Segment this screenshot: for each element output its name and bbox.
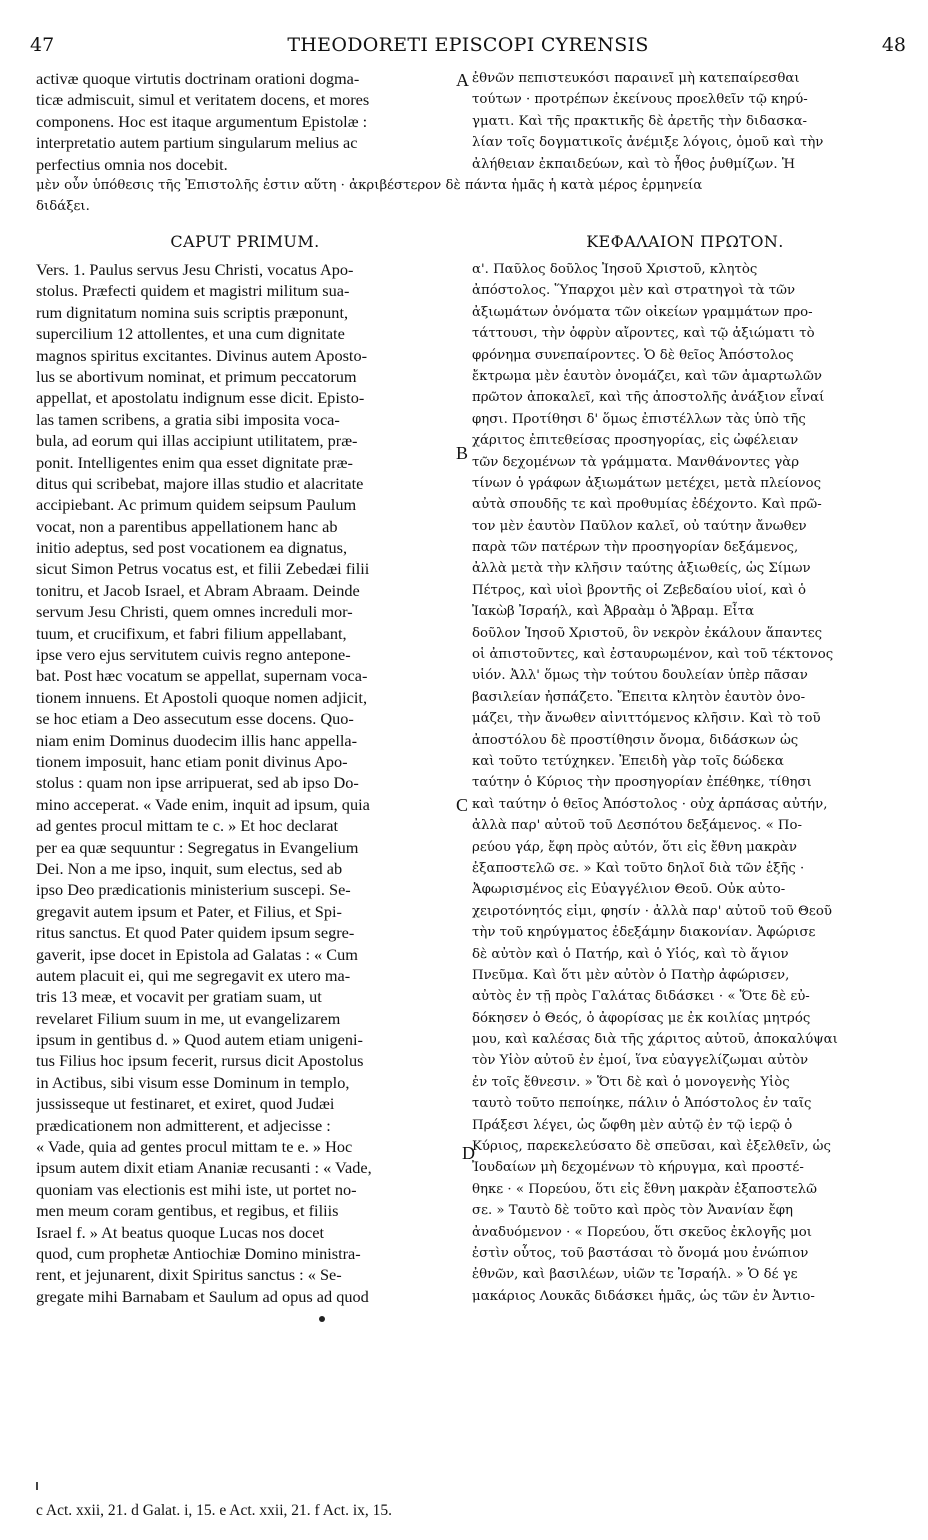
text-line: ἀξιωμάτων ὀνόματα τῶν οἰκείων γραμμάτων προ- (472, 304, 813, 320)
text-line: tonitru, et Jacob Israel, et Abram Abraam. Deinde (36, 580, 360, 600)
text-line: καὶ τοῦτο τετύχηκεν. Ἐπειδὴ γὰρ τοῖς δώδεκα (472, 753, 784, 769)
margin-letter-b: B (456, 443, 469, 463)
text-line: bula, ad eorum qui illas accipiunt utilitatem, præ- (36, 431, 358, 451)
text-line: ipsum autem dixit etiam Ananiæ recusanti : « Vade, (36, 1158, 372, 1178)
text-line: ἀλήθειαν ἐκπαιδεύων, καὶ τὸ ἦθος ῥυθμίζων. Ἡ (472, 156, 796, 172)
text-line: μακάριος Λουκᾶς διδάσκει ἡμᾶς, ὡς τῶν ἐν Ἀντιο- (472, 1288, 815, 1304)
text-line: Πράξεσι λέγει, ὡς ὤφθη μὲν αὐτῷ ἐν τῷ ἱερῷ ὁ (472, 1117, 793, 1133)
text-line: appellat, et apostolatu indignum esse dicit. Episto- (36, 388, 365, 408)
text-line: τῶν δεχομένων τὰ γράμματα. Μανθάνοντες γὰρ (472, 454, 800, 470)
text-line: ἀποστόλου δὲ προστίθησιν ὄνομα, διδάσκων ὡς (472, 732, 799, 748)
text-line: μου, καὶ καλέσας διὰ τῆς χάριτος αὐτοῦ, ἀποκαλύψαι (472, 1032, 838, 1048)
text-line: ἐθνῶν, καὶ βασιλέων, υἱῶν τε Ἰσραήλ. » Ὁ δέ γε (472, 1267, 798, 1283)
text-line: stolus : quam non ipse arripuerat, sed ab ipso Do- (36, 773, 359, 793)
intro-greek-column (472, 68, 898, 175)
text-line: tionem innuens. Et Apostoli quoque nomen adjicit, (36, 687, 368, 707)
text-line: gregate mihi Barnabam et Saulum ad opus ad quod (36, 1286, 369, 1306)
text-line: τούτων · προτρέπων ἐκείνους προελθεῖν τῷ κηρύ- (472, 92, 808, 108)
text-line: ἐστὶν οὗτος, τοῦ βαστάσαι τὸ ὄνομά μου ἐνώπιον (472, 1245, 809, 1261)
margin-letter-c: C (456, 795, 469, 815)
footnote-rule (36, 1482, 38, 1490)
text-line: interpretatio autem partium singularum melius ac (36, 133, 358, 153)
text-line: per ea quæ sequuntur : Segregatus in Evangelium (36, 837, 359, 857)
text-line: Israel f. » At beatus quoque Lucas nos docet (36, 1222, 325, 1242)
text-line: ipso Deo prædicationis ministerium suscepi. Se- (36, 880, 351, 900)
text-line: lus se abortivum nominat, et primum peccatorum (36, 366, 357, 386)
text-line: ἀπόστολος. Ὕπαρχοι μὲν καὶ στρατηγοὶ τὰ τῶν (472, 283, 796, 299)
latin-body-column (36, 259, 454, 1307)
text-line: Vers. 1. Paulus servus Jesu Christi, vocatus Apo- (36, 260, 354, 279)
text-line: οἱ ἀπιστοῦντες, καὶ ἐσταυρωμένον, καὶ τοῦ τέκτονος (472, 647, 834, 663)
page-number-left: 47 (30, 34, 55, 56)
text-line: gaverit, ipse docet in Epistola ad Galatas : « Cum (36, 944, 358, 964)
margin-letter-d: D (462, 1143, 475, 1163)
text-line: σε. » Ταυτὸ δὲ τοῦτο καὶ πρὸς τὸν Ἀνανίαν ἔφη (472, 1203, 794, 1219)
text-line: jussisseque ut festinaret, et exiret, quod Judæi (36, 1094, 335, 1114)
text-line: ἀλλὰ παρ' αὐτοῦ τοῦ Δεσπότου δεξάμενος. « Πο- (472, 818, 803, 834)
running-title: THEODORETI EPISCOPI CYRENSIS (287, 34, 649, 56)
text-line: ταυτὸ τοῦτο πεποίηκε, πάλιν ὁ Ἀπόστολος ἐν ταῖς (472, 1096, 812, 1112)
text-line: δὲ αὐτὸν καὶ ὁ Πατήρ, καὶ ὁ Υἱός, καὶ τὸ ἅγιον (472, 946, 789, 962)
text-line: Dei. Non a me ipso, inquit, sum electus, sed ab (36, 858, 343, 878)
text-line: perfectius omnia nos docebit. (36, 154, 228, 174)
greek-body-column (472, 259, 898, 1307)
page-number-right: 48 (881, 34, 906, 56)
text-line: ἀλλὰ μετὰ τὴν κλῆσιν ταύτης ἀξιωθείς, ὡς Σίμων (472, 561, 811, 577)
text-line: φρόνημα συνεπαίροντες. Ὁ δὲ θεῖος Ἀπόστολος (472, 347, 794, 363)
text-line: tuum, et crucifixum, et fabri filium appellabant, (36, 623, 347, 643)
margin-letter-a: A (456, 70, 469, 90)
text-line: in Actibus, sibi visum esse Dominum in templo, (36, 1072, 350, 1092)
text-line: ipse vero ejus servitutem cuivis regno antepone- (36, 645, 351, 665)
text-line: ditus qui scribebat, majore illas studio et alacritate (36, 473, 364, 493)
text-line: ipsum in gentibus d. » Quod autem etiam unigeni- (36, 1030, 363, 1050)
text-line: tionem imposuit, hanc etiam ponit divinus Apo- (36, 751, 348, 771)
text-line: Κύριος, παρεκελεύσατο δὲ σπεῦσαι, καὶ ἐξελθεῖν, ὡς (472, 1139, 831, 1155)
text-line: τὸν Υἱὸν αὐτοῦ ἐν ἐμοί, ἵνα εὐαγγελίζωμαι αὐτὸν (472, 1053, 809, 1069)
text-line: activæ quoque virtutis doctrinam orationi dogma- (36, 69, 360, 88)
text-line: bat. Post hæc vocatum se appellat, supernam voca- (36, 666, 368, 686)
text-line: « Vade, quia ad gentes procul mittam te e. » Hoc (36, 1137, 353, 1157)
text-line: παρὰ τῶν πατέρων τὴν προσηγορίαν δεξάμενος, (472, 540, 799, 556)
text-line: supercilium 12 attollentes, et una cum dignitate (36, 324, 345, 344)
text-line: revelaret Filium suum in me, ut evangelizarem (36, 1008, 341, 1028)
text-line: prædicationem non admitterent, et adjecisse : (36, 1115, 331, 1135)
text-line: δοῦλον Ἰησοῦ Χριστοῦ, ὃν νεκρὸν ἐκάλουν ἅπαντες (472, 625, 823, 641)
text-line: rum dignitatum nomina suis scriptis præponunt, (36, 302, 349, 322)
text-line: πρῶτον ἀποκαλεῖ, καὶ τῆς ἀποστολῆς ἀνάξιον εἶναί (472, 390, 825, 406)
text-line: Πέτρος, καὶ υἱοὶ βροντῆς οἱ Ζεβεδαίου υἱοί, καὶ ὁ (472, 582, 806, 598)
text-line: componens. Hoc est itaque argumentum Epistolæ : (36, 111, 368, 131)
ink-mark (319, 1316, 325, 1322)
text-line: ponit. Intelligentes enim qua esset dignitate præ- (36, 452, 353, 472)
running-header (30, 34, 906, 60)
text-line: αὐτὸς ἐν τῇ πρὸς Γαλάτας διδάσκει · « Ὅτε δὲ εὐ- (472, 989, 810, 1005)
text-line: μάζει, τὴν ἄνωθεν αἰνιττόμενος κλῆσιν. Καὶ τὸ τοῦ (472, 711, 821, 727)
text-line: quod, cum prophetæ Antiochiæ Domino ministra- (36, 1243, 361, 1263)
text-line: sicut Simon Petrus vocatus est, et filii Zebedæi filii (36, 559, 370, 579)
text-line: καὶ ταύτην ὁ θεῖος Ἀπόστολος · οὐχ ἁρπάσας αὐτήν, (472, 796, 828, 812)
text-line: ad gentes procul mittam te c. » Et hoc declarat (36, 816, 338, 836)
text-line: se hoc etiam a Deo assecutum esse docens. Quo- (36, 709, 354, 729)
text-line: Ἰακὼβ Ἰσραήλ, καὶ Ἀβραὰμ ὁ Ἄβραμ. Εἶτα (472, 604, 755, 620)
text-line: αὐτὰ σπουδῆς τε καὶ προθυμίας ἐδέχοντο. Καὶ πρῶ- (472, 497, 822, 513)
text-line: initio adeptus, sed post vocationem ea dignatus, (36, 538, 348, 558)
text-line: διδάξει. (36, 199, 90, 215)
chapter-heading-greek: ΚΕΦΑΛΑΙΟΝ ΠΡΩΤΟΝ. (586, 232, 784, 251)
intro-full-width (36, 175, 898, 218)
text-line: ἐξαποστελῶ σε. » Καὶ τοῦτο δηλοῖ διὰ τῶν ἑξῆς · (472, 860, 805, 876)
text-line: autem placuit ei, qui me segregavit ex utero ma- (36, 965, 351, 985)
text-line: Ἀφωρισμένος εἰς Εὐαγγέλιον Θεοῦ. Οὐκ αὐτο- (472, 882, 786, 898)
text-line: ἀναδυόμενον · « Πορεύου, ὅτι σκεῦος ἐκλογῆς μοι (472, 1224, 812, 1240)
text-line: ritus sanctus. Et quod Pater quidem ipsum segre- (36, 923, 355, 943)
text-line: γματι. Καὶ τῆς πρακτικῆς δὲ ἀρετῆς τὴν διδασκα- (472, 113, 808, 129)
text-line: ἐθνῶν πεπιστευκόσι παραινεῖ μὴ κατεπαίρεσθαι (472, 71, 800, 86)
text-line: τὴν τοῦ κηρύγματος ἐδεξάμην διακονίαν. Ἀφώρισε (472, 925, 816, 941)
text-line: ἔκτρωμα μὲν ἑαυτὸν ὀνομάζει, καὶ τῶν ἁμαρτωλῶν (472, 368, 822, 384)
chapter-heading-latin: CAPUT PRIMUM. (170, 232, 320, 251)
text-line: φησι. Προτίθησι δ' ὅμως ἐπιστέλλων τὰς ὑπὸ τῆς (472, 411, 806, 427)
text-line: tris 13 meæ, et vocavit per gratiam suam, ut (36, 987, 322, 1007)
intro-latin-column (36, 68, 454, 175)
footnotes: c Act. xxii, 21. d Galat. i, 15. e Act. xxii, 21. f Act. ix, 15. (36, 1502, 393, 1519)
text-line: ticæ admiscuit, simul et veritatem docens, et mores (36, 90, 370, 110)
text-line: α'. Παῦλος δοῦλος Ἰησοῦ Χριστοῦ, κλητὸς (472, 262, 758, 277)
text-line: Πνεῦμα. Καὶ ὅτι μὲν αὐτὸν ὁ Πατὴρ ἀφώρισεν, (472, 967, 790, 983)
text-line: λίαν τοῖς δογματικοῖς ἀνέμιξε λόγοις, ὁμοῦ καὶ τὴν (472, 135, 824, 151)
text-line: χάριτος ἐπιτεθείσας προσηγορίας, εἰς ὠφέλειαν (472, 433, 799, 449)
text-line: θηκε · « Πορεύου, ὅτι εἰς ἔθνη μακρὰν ἐξαποστελῶ (472, 1181, 817, 1197)
text-line: niam enim Dominus duodecim illis hanc appella- (36, 730, 358, 750)
text-line: τον μὲν ἑαυτὸν Παῦλον καλεῖ, οὐ ταύτην ἄνωθεν (472, 518, 807, 534)
text-line: tus Filius hoc ipsum fecerit, rursus dicit Apostolus (36, 1051, 364, 1071)
text-line: υἱόν. Ἀλλ' ὅμως τὴν τούτου δουλείαν ὑπὲρ πᾶσαν (472, 668, 808, 684)
text-line: magnos spiritus excitantes. Divinus autem Aposto- (36, 345, 368, 365)
text-line: mino acceperat. « Vade enim, inquit ad ipsum, quia (36, 794, 370, 814)
text-line: rent, et jejunarent, dixit Spiritus sanctus : « Se- (36, 1265, 342, 1285)
text-line: ρεύου γάρ, ἔφη πρὸς αὐτόν, ὅτι εἰς ἔθνη μακρὰν (472, 839, 797, 855)
text-line: vocat, non a parentibus appellationem hanc ab (36, 516, 338, 536)
text-line: μὲν οὖν ὑπόθεσις τῆς Ἐπιστολῆς ἐστιν αὕτη · ἀκριβέστερον δὲ πάντα ἡμᾶς ἡ κατὰ μέρος ἑρμηνεία (36, 178, 703, 193)
text-line: Ἰουδαίων μὴ δεχομένων τὸ κήρυγμα, καὶ προστέ- (472, 1160, 804, 1176)
text-line: ἐν τοῖς ἔθνεσιν. » Ὅτι δὲ καὶ ὁ μονογενὴς Υἱὸς (472, 1074, 790, 1090)
text-line: stolus. Præfecti quidem et magistri militum sua- (36, 281, 350, 301)
text-line: χειροτόνητός εἰμι, φησίν · ἀλλὰ παρ' αὐτοῦ τοῦ Θεοῦ (472, 903, 832, 919)
text-line: δόκησεν ὁ Θεός, ὁ ἀφορίσας με ἐκ κοιλίας μητρός (472, 1010, 811, 1026)
text-line: τίνων ὁ γράφων ἀξιωμάτων μετέχει, μετὰ πλείονος (472, 475, 822, 491)
text-line: las tamen scribens, a gratia sibi imposita voca- (36, 409, 340, 429)
text-line: men meum coram gentibus, et regibus, et filiis (36, 1201, 339, 1221)
text-line: accipiebant. Ac primum quidem seipsum Paulum (36, 495, 357, 515)
text-line: βασιλείαν ἠσπάζετο. Ἔπειτα κλητὸν ἑαυτὸν ὀνο- (472, 689, 806, 705)
text-line: quoniam vas electionis est mihi iste, ut portet no- (36, 1179, 357, 1199)
text-line: τάττουσι, τὴν ὀφρὺν αἴροντες, καὶ τῷ ἀξιώματι τὸ (472, 326, 815, 342)
text-line: gregavit autem ipsum et Pater, et Filius, et Spi- (36, 901, 342, 921)
text-line: ταύτην ὁ Κύριος τὴν προσηγορίαν ἐπέθηκε, τίθησι (472, 775, 812, 791)
text-line: servum Jesu Christi, quem omnes increduli mor- (36, 602, 353, 622)
